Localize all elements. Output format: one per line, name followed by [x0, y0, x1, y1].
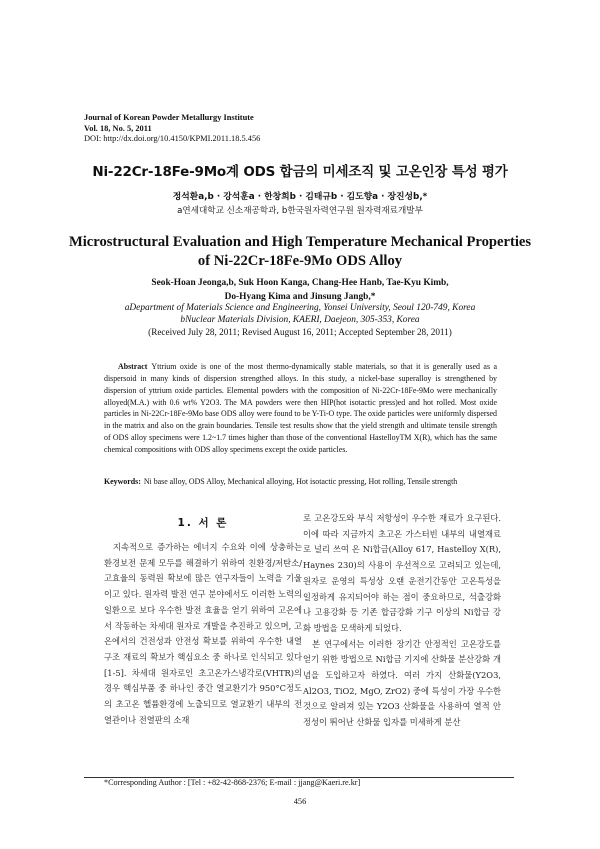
abstract-label: Abstract — [118, 362, 148, 371]
title-english-line1: Microstructural Evaluation and High Temperature Mechanical Properties — [68, 234, 532, 250]
footnote-corresponding-author: *Corresponding Author : [Tel : +82-42-868-2376; E-mail : jjang@Kaeri.re.kr] — [104, 778, 361, 787]
body-paragraph: 본 연구에서는 이러한 장기간 안정적인 고온강도를 얻기 위한 방법으로 Ni합금 기지에 산화물 분산강화 개념을 도입하고자 하였다. 여러 가지 산화물(Y2O3, Al2O3, TiO2, MgO, ZrO2) 중에 특성이 가장 우수한 것으로 알려져 있는 Y2O3 산화물을 사용하여 열적 안정성이 뛰어난 산화물 입자를 미세하게 분산 — [303, 638, 501, 728]
authors-english-line1: Seok-Hoan Jeonga,b, Suk Hoon Kanga, Chang-Hee Hanb, Tae-Kyu Kimb, — [151, 278, 449, 288]
title-korean: Ni-22Cr-18Fe-9Mo계 ODS 합금의 미세조직 및 고온인장 특성 평가 — [92, 164, 508, 180]
keywords — [104, 476, 497, 487]
keywords-label: Keywords: — [104, 477, 141, 486]
affiliation-korean: a연세대학교 신소재공학과, b한국원자력연구원 원자력재료개발부 — [177, 206, 423, 216]
abstract-text: Yttrium oxide is one of the most thermo-dynamically stable materials, so that it is generally used as a dispersoid in many kinds of dispersion strengthed alloys. In this study, a nickel-base superalloy is strengthened by dispersion of yttrium oxide particles. Elemental powders with the composition of Ni-22Cr-18Fe-9Mo were mechanically alloyed(M.A.) with 0.6 wt% Y2O3. The MA powders were then HIP(hot isotactic press)ed and hot rolled. Most oxide particles in Ni-22Cr-18Fe-9Mo base ODS alloy were found to be Y-Ti-O type. The oxide particles were uniformly dispersed in the matrix and also on the grain boundaries. Tensile test results show that the yield strength and ultimate tensile strength of ODS alloy specimens were 1.2~1.7 times higher than those of the conventional HastelloyTM X(R), which has the same chemical compositions with ODS alloy specimens except the oxide particles. — [104, 362, 497, 454]
authors-korean: 정석환a,b · 강석훈a · 한창희b · 김태규b · 김도향a · 장진성b,* — [172, 192, 428, 202]
journal-header — [84, 113, 260, 145]
body-paragraph: 지속적으로 증가하는 에너지 수요와 이에 상충하는 환경보전 문제 모두를 해결하기 위하여 친환경/저탄소/고효율의 동력원 확보에 많은 연구자들이 노력을 기울이고 있다. 원자력 발전 연구 분야에서도 이러한 노력의 일환으로 보다 우수한 발전 효율을 얻기 위하여 고온에서 작동하는 차세대 원자로 개발을 추진하고 있으며, 고온에서의 건전성과 안전성 확보를 위하여 우수한 내열구조 재료의 확보가 핵심요소 중 하나로 인식되고 있다[1-5]. 차세대 원자로인 초고온가스냉각로(VHTR)의 경우 핵심부품 중 하나인 중간 열교환기가 950°C정도의 초고온 헬륨환경에 노출되므로 열교환기 내부의 전열관이나 전열판의 소재 — [104, 542, 302, 725]
abstract — [104, 361, 497, 456]
journal-name: Journal of Korean Powder Metallurgy Institute — [84, 113, 254, 122]
authors-english-line2: Do-Hyang Kima and Jinsung Jangb,* — [224, 292, 376, 302]
section-heading-introduction: 1. 서 론 — [177, 517, 229, 529]
page-number: 456 — [293, 797, 307, 806]
affiliation-english-line1: aDepartment of Materials Science and Engineering, Yonsei University, Seoul 120-749, Korea — [124, 303, 476, 313]
title-english — [40, 233, 560, 271]
affiliation-english — [40, 303, 560, 326]
keywords-text: Ni base alloy, ODS Alloy, Mechanical alloying, Hot isotactic pressing, Hot rolling, Tensile strength — [143, 477, 458, 486]
body-column-left — [104, 540, 302, 728]
title-english-line2: of Ni-22Cr-18Fe-9Mo ODS Alloy — [197, 253, 403, 269]
affiliation-english-line2: bNuclear Materials Division, KAERI, Daejeon, 305-353, Korea — [180, 314, 420, 325]
body-paragraph: 로 고온강도와 부식 저항성이 우수한 재료가 요구된다. 이에 따라 지금까지 초고온 가스터빈 내부의 내열재료로 널리 쓰여 온 Ni합금(Alloy 617, Hastelloy X(R), Haynes 230)의 사용이 우선적으로 고려되고 있는데, 원자로 운영의 특성상 오랜 운전기간동안 고온특성을 일정하게 유지되어야 하는 점이 중요하므로, 석출강화나 고용강화 등 기존 합금강화 기구 이상의 Ni합금 강화 방법을 모색하게 되었다. — [303, 513, 501, 633]
body-column-right — [303, 511, 501, 731]
received-dates: (Received July 28, 2011; Revised August 16, 2011; Accepted September 28, 2011) — [148, 327, 452, 337]
journal-doi: DOI: http://dx.doi.org/10.4150/KPMI.2011.18.5.456 — [84, 134, 261, 144]
authors-english — [40, 276, 560, 304]
journal-volume: Vol. 18, No. 5, 2011 — [84, 123, 152, 133]
